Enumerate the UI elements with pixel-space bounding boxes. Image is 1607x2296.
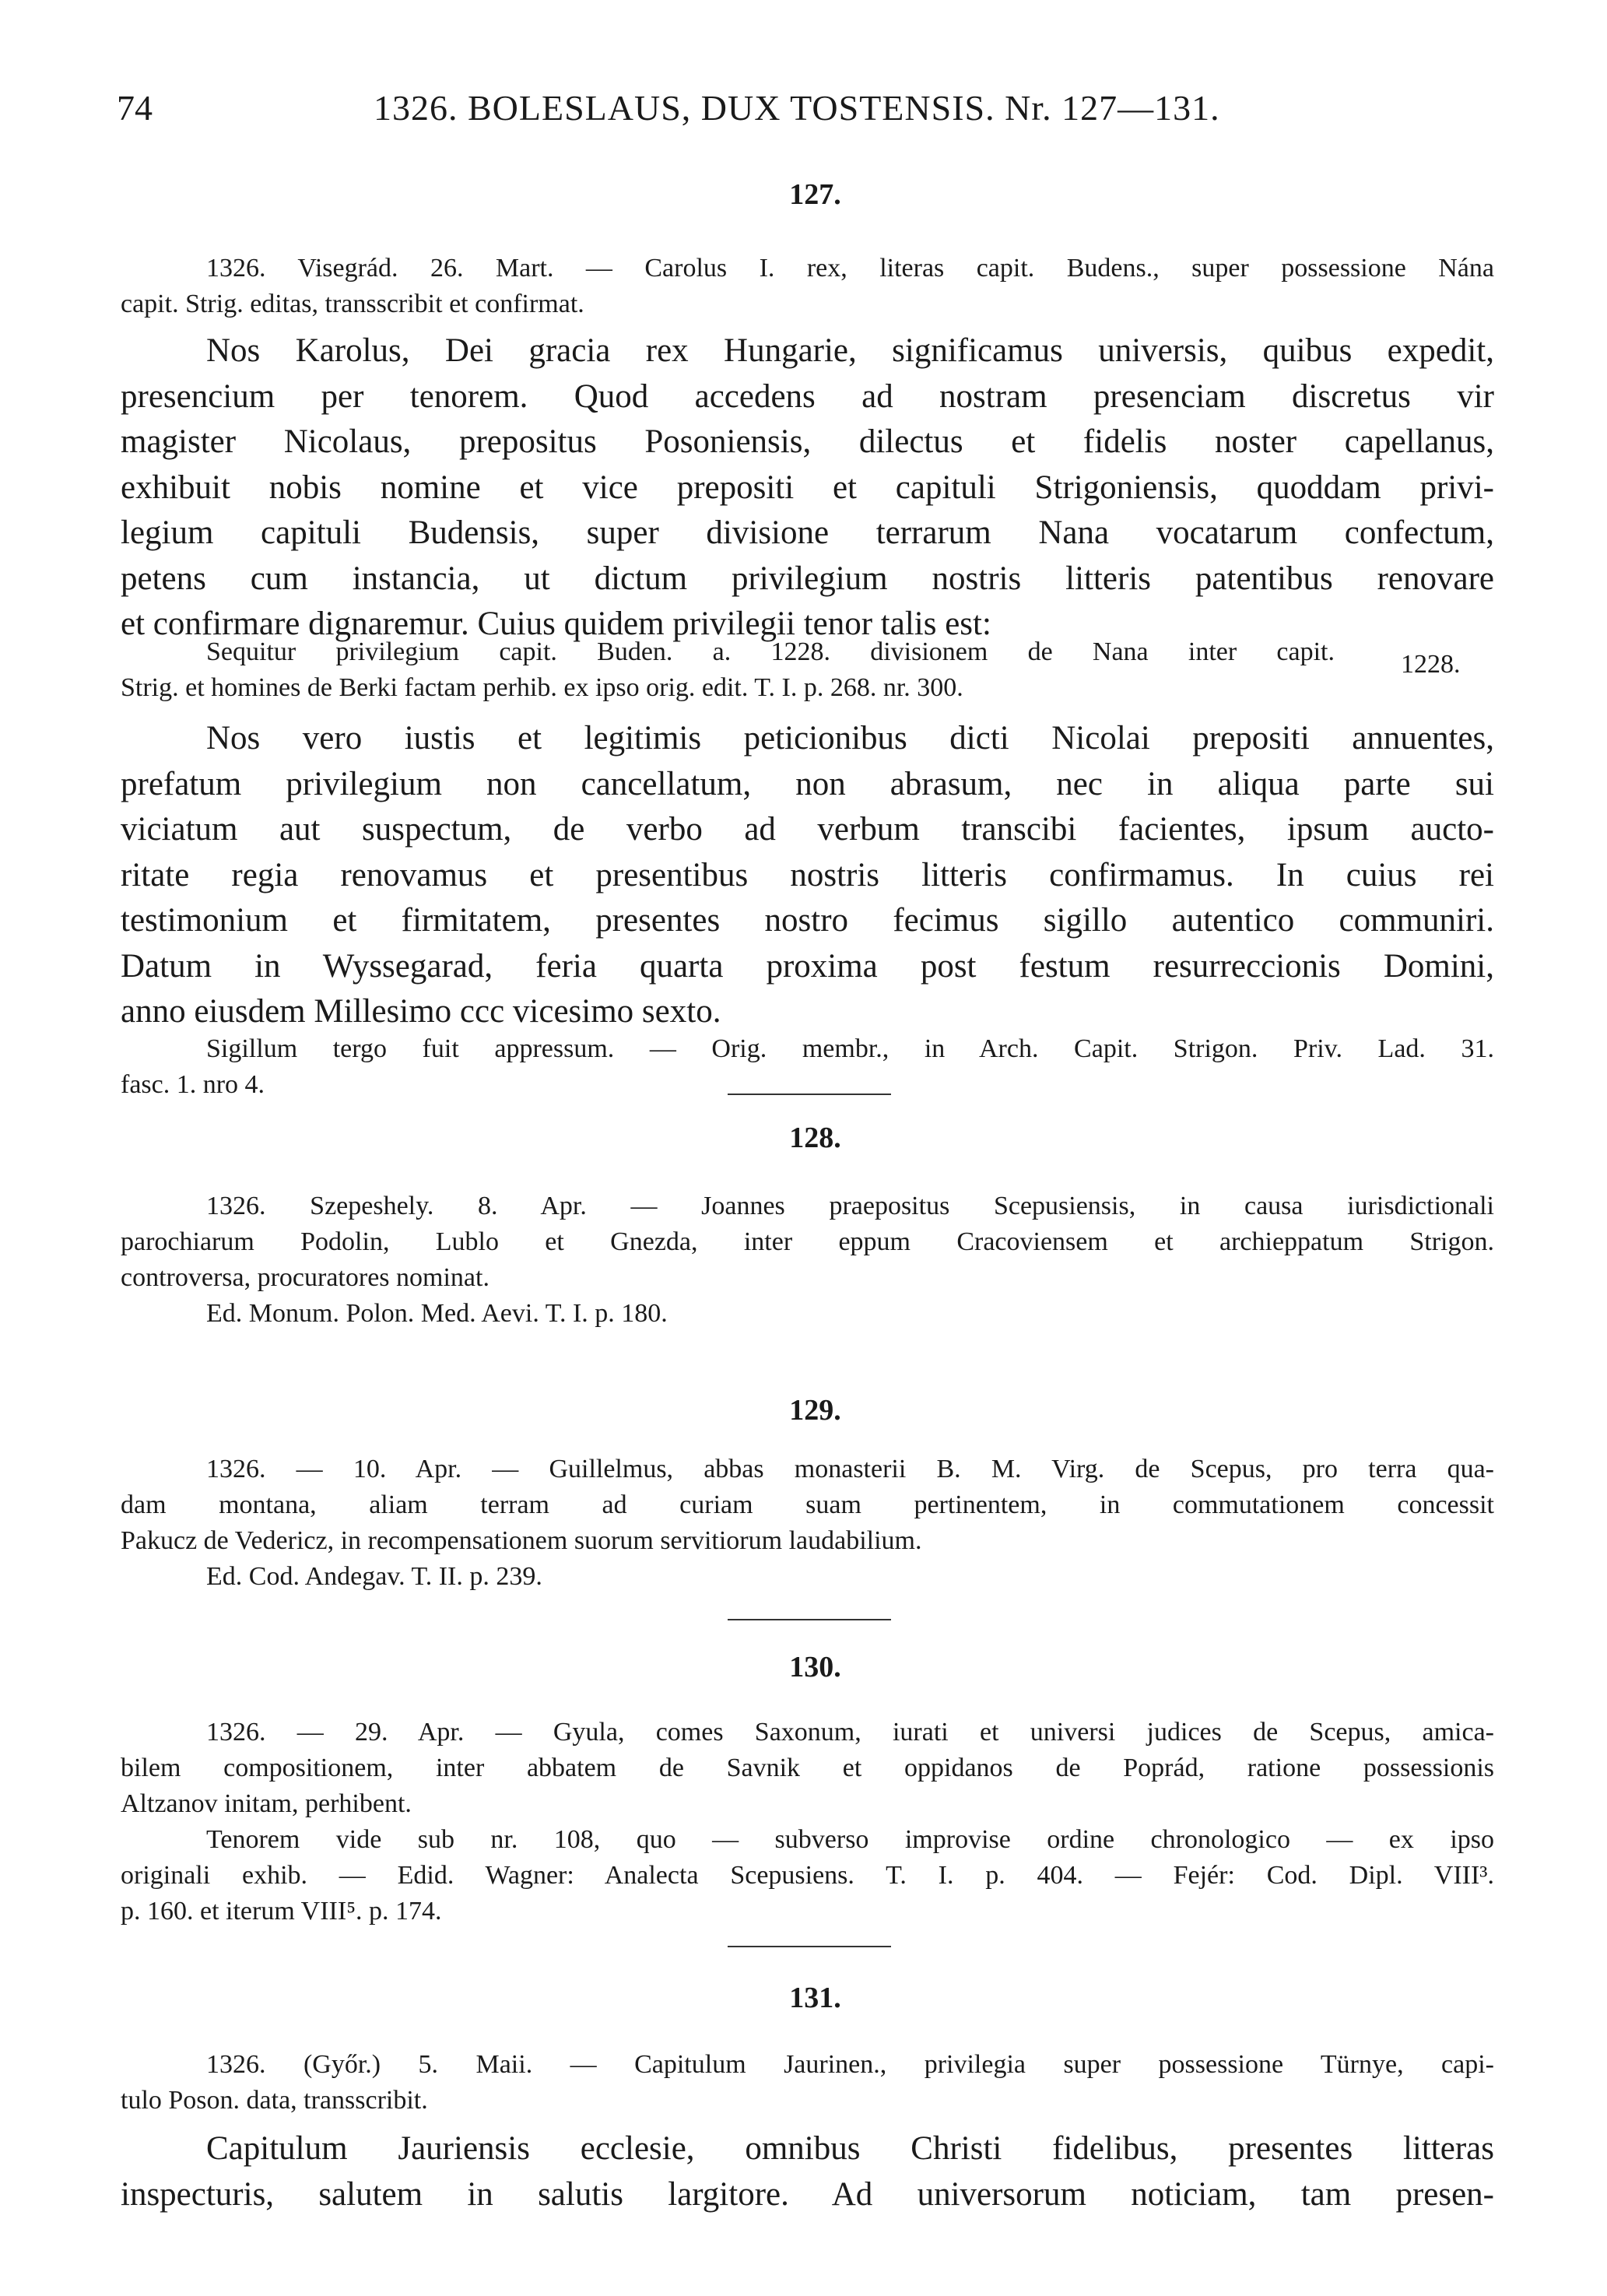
note-line: Sigillum tergo fuit appressum. — Orig. membr., in Arch. Capit. Strigon. Priv. Lad. 31.: [206, 1034, 1494, 1063]
note-line: Tenorem vide sub nr. 108, quo — subverso improvise ordine chronologico — ex ipso: [206, 1825, 1494, 1854]
text-line: prefatum privilegium non cancellatum, non abrasum, nec in aliqua parte sui: [121, 765, 1494, 802]
summary-line: 1326. Szepeshely. 8. Apr. — Joannes praepositus Scepusiensis, in causa iurisdictionali: [206, 1192, 1494, 1220]
summary-line: controversa, procuratores nominat.: [121, 1263, 489, 1292]
entry-129-summary: [121, 1452, 1494, 1595]
entry-number-129: 129.: [789, 1394, 841, 1427]
entry-number-127: 127.: [789, 178, 841, 211]
entry-130-summary: [121, 1715, 1494, 1929]
text-line: anno eiusdem Millesimo ccc vicesimo sexto.: [121, 993, 721, 1030]
entry-number-131: 131.: [789, 1982, 841, 2014]
summary-line: capit. Strig. editas, transscribit et confirmat.: [121, 290, 584, 318]
edition-line: Ed. Monum. Polon. Med. Aevi. T. I. p. 180.: [206, 1299, 668, 1328]
page-header: [117, 87, 1498, 142]
summary-line: 1326. (Győr.) 5. Maii. — Capitulum Jaurinen., privilegia super possessione Türnye, capi-: [206, 2050, 1494, 2079]
text-line: ritate regia renovamus et presentibus nostris litteris confirmamus. In cuius rei: [121, 856, 1494, 893]
note-line: p. 160. et iterum VIII⁵. p. 174.: [121, 1897, 442, 1926]
summary-line: bilem compositionem, inter abbatem de Savnik et oppidanos de Poprád, ratione possessionis: [121, 1754, 1494, 1782]
entry-number-128: 128.: [789, 1122, 841, 1154]
note-line: originali exhib. — Edid. Wagner: Analecta Scepusiens. T. I. p. 404. — Fejér: Cod. Dipl. VIII³.: [121, 1861, 1494, 1890]
text-line: Datum in Wyssegarad, feria quarta proxima post festum resurreccionis Domini,: [121, 947, 1494, 985]
entry-127-note-2: [121, 1031, 1494, 1103]
summary-line: parochiarum Podolin, Lublo et Gnezda, inter eppum Cracoviensem et archieppatum Strigon.: [121, 1227, 1494, 1256]
entry-127-note-1: [121, 634, 1335, 706]
text-line: legium capituli Budensis, super divisione terrarum Nana vocatarum confectum,: [121, 514, 1494, 551]
entry-131-text: [121, 2126, 1494, 2217]
summary-line: tulo Poson. data, transscribit.: [121, 2086, 428, 2115]
entry-127-summary: [121, 251, 1494, 322]
text-line: presencium per tenorem. Quod accedens ad nostram presenciam discretus vir: [121, 377, 1494, 415]
text-line: inspecturis, salutem in salutis largitore. Ad universorum noticiam, tam presen-: [121, 2175, 1494, 2213]
text-line: viciatum aut suspectum, de verbo ad verbum transcibi facientes, ipsum aucto-: [121, 811, 1494, 848]
text-line: exhibuit nobis nomine et vice prepositi et capituli Strigoniensis, quoddam privi-: [121, 469, 1494, 506]
text-line: magister Nicolaus, prepositus Posoniensis, dilectus et fidelis noster capellanus,: [121, 423, 1494, 460]
text-line: Nos Karolus, Dei gracia rex Hungarie, significamus universis, quibus expedit,: [206, 332, 1494, 369]
separator-rule: [728, 1094, 891, 1095]
page-number: 74: [117, 88, 153, 128]
summary-line: dam montana, aliam terram ad curiam suam pertinentem, in commutationem concessit: [121, 1490, 1494, 1519]
entry-131-summary: [121, 2047, 1494, 2119]
entry-number-130: 130.: [789, 1651, 841, 1683]
text-line: testimonium et firmitatem, presentes nostro fecimus sigillo autentico communiri.: [121, 902, 1494, 939]
note-line: Strig. et homines de Berki factam perhib. ex ipso orig. edit. T. I. p. 268. nr. 300.: [121, 673, 963, 702]
note-line: Sequitur privilegium capit. Buden. a. 1228. divisionem de Nana inter capit.: [206, 637, 1335, 666]
note-line: fasc. 1. nro 4.: [121, 1070, 265, 1099]
text-line: petens cum instancia, ut dictum privilegium nostris litteris patentibus renovare: [121, 560, 1494, 597]
summary-line: Altzanov initam, perhibent.: [121, 1789, 412, 1818]
separator-rule: [728, 1946, 891, 1947]
summary-line: 1326. Visegrád. 26. Mart. — Carolus I. rex, literas capit. Budens., super possessione Nána: [206, 254, 1494, 283]
summary-line: Pakucz de Vedericz, in recompensationem suorum servitiorum laudabilium.: [121, 1526, 922, 1555]
text-line: Capitulum Jauriensis ecclesie, omnibus Christi fidelibus, presentes litteras: [206, 2130, 1494, 2167]
running-title: 1326. BOLESLAUS, DUX TOSTENSIS. Nr. 127—131.: [374, 88, 1220, 128]
margin-year: 1228.: [1401, 650, 1461, 679]
entry-128-summary: [121, 1188, 1494, 1332]
summary-line: 1326. — 10. Apr. — Guillelmus, abbas monasterii B. M. Virg. de Scepus, pro terra qua-: [206, 1455, 1494, 1483]
entry-127-text-2: [121, 716, 1494, 1035]
separator-rule: [728, 1619, 891, 1620]
edition-line: Ed. Cod. Andegav. T. II. p. 239.: [206, 1562, 542, 1591]
entry-127-text-1: [121, 328, 1494, 648]
summary-line: 1326. — 29. Apr. — Gyula, comes Saxonum, iurati et universi judices de Scepus, amica-: [206, 1718, 1494, 1747]
text-line: Nos vero iustis et legitimis peticionibus dicti Nicolai prepositi annuentes,: [206, 720, 1494, 757]
text-line: et confirmare dignaremur. Cuius quidem privilegii tenor talis est:: [121, 606, 991, 642]
